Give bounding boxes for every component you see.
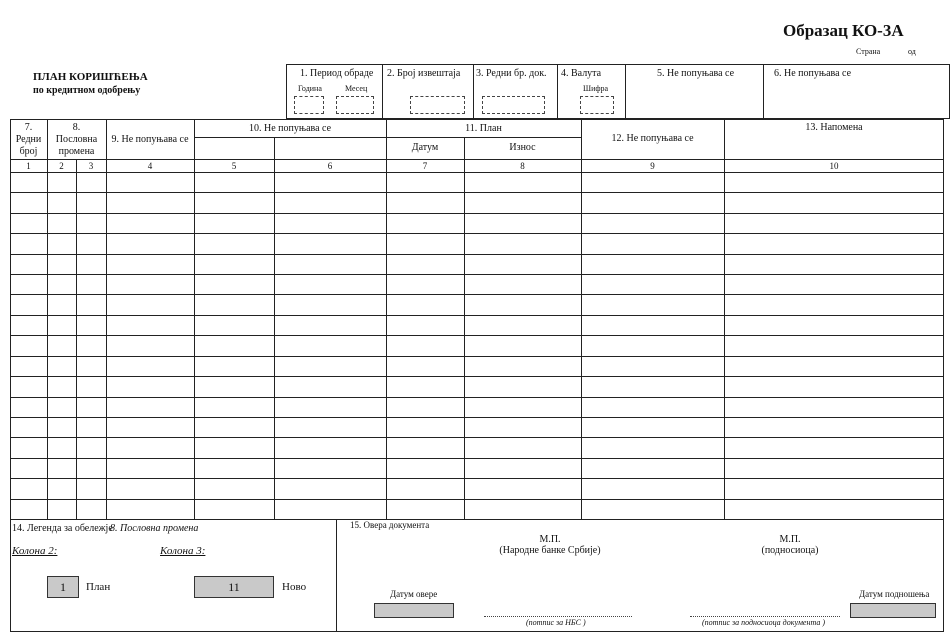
col11-header: 11. План: [465, 123, 502, 134]
col7-label-2: број: [19, 146, 38, 157]
col7-label-1: Редни: [15, 134, 42, 145]
col-number-8: 8: [520, 161, 525, 171]
col8-label-2: промена: [58, 146, 95, 157]
submit-date-input[interactable]: [850, 603, 936, 618]
col7-number: 7.: [24, 122, 33, 133]
form-code: Образац КО-3А: [783, 21, 904, 40]
nbs-signature-line[interactable]: [484, 616, 632, 617]
col-number-3: 3: [88, 161, 94, 171]
stamp-nbs-sublabel: (Народне банке Србије): [499, 545, 601, 556]
legend-code-1-label: План: [86, 581, 111, 593]
field-5-label: 5. Не попуњава се: [657, 68, 735, 79]
page-label: Страна: [856, 47, 881, 56]
col-number-5: 5: [231, 161, 237, 171]
col8-number: 8.: [72, 122, 81, 133]
col11-amount-header: Износ: [509, 142, 536, 153]
verify-date-label: Датум овере: [390, 589, 438, 599]
field-3-label: 3. Редни бр. док.: [476, 68, 547, 79]
field-2-label: 2. Број извештаја: [387, 68, 461, 79]
field-1-label: 1. Период обраде: [300, 68, 374, 79]
col-number-2: 2: [59, 161, 64, 171]
col-number-10: 10: [829, 161, 839, 171]
legend-code-1: 1: [47, 576, 79, 598]
of-label: од: [908, 47, 916, 56]
col-number-7: 7: [422, 161, 428, 171]
field-1-year-label: Година: [298, 84, 322, 93]
submitter-signature-label: (потпис за подносиоца документа ): [702, 618, 825, 627]
col-number-4: 4: [147, 161, 153, 171]
col-number-1: 1: [26, 161, 31, 171]
legend-column-2: Колона 2:: [12, 545, 58, 557]
verify-date-input[interactable]: [374, 603, 454, 618]
legend-column-3: Колона 3:: [160, 545, 206, 557]
submit-date-label: Датум подношења: [859, 589, 930, 599]
nbs-signature-label: (потпис за НБС ): [526, 618, 586, 627]
col8-label-1: Пословна: [55, 134, 98, 145]
field-4-code-label: Шифра: [583, 84, 609, 93]
col12-header: 12. Не попуњава се: [611, 133, 694, 144]
verification-title: 15. Овера документа: [350, 520, 430, 530]
col-number-9: 9: [650, 161, 655, 171]
legend-code-11: 11: [194, 576, 274, 598]
stamp-nbs-label: М.П.: [539, 534, 561, 545]
col9-header: 9. Не попуњава се: [111, 134, 189, 145]
col13-header: 13. Напомена: [805, 122, 863, 133]
legend-code-11-label: Ново: [282, 581, 307, 593]
form-title: ПЛАН КОРИШЋЕЊА: [33, 71, 148, 83]
col-number-6: 6: [327, 161, 333, 171]
field-6-label: 6. Не попуњава се: [774, 68, 852, 79]
col11-date-header: Датум: [411, 142, 439, 153]
stamp-submitter-label: М.П.: [779, 534, 801, 545]
stamp-submitter-sublabel: (подносиоца): [761, 545, 819, 556]
legend-subtitle: 8. Пословна промена: [110, 523, 199, 534]
field-1-month-label: Месец: [345, 84, 368, 93]
form-subtitle: по кредитном одобрењу: [33, 85, 141, 96]
col10-header: 10. Не попуњава се: [248, 123, 332, 134]
field-4-label: 4. Валута: [561, 68, 602, 79]
legend-title: 14. Легенда за обележје: [12, 523, 113, 534]
submitter-signature-line[interactable]: [690, 616, 840, 617]
